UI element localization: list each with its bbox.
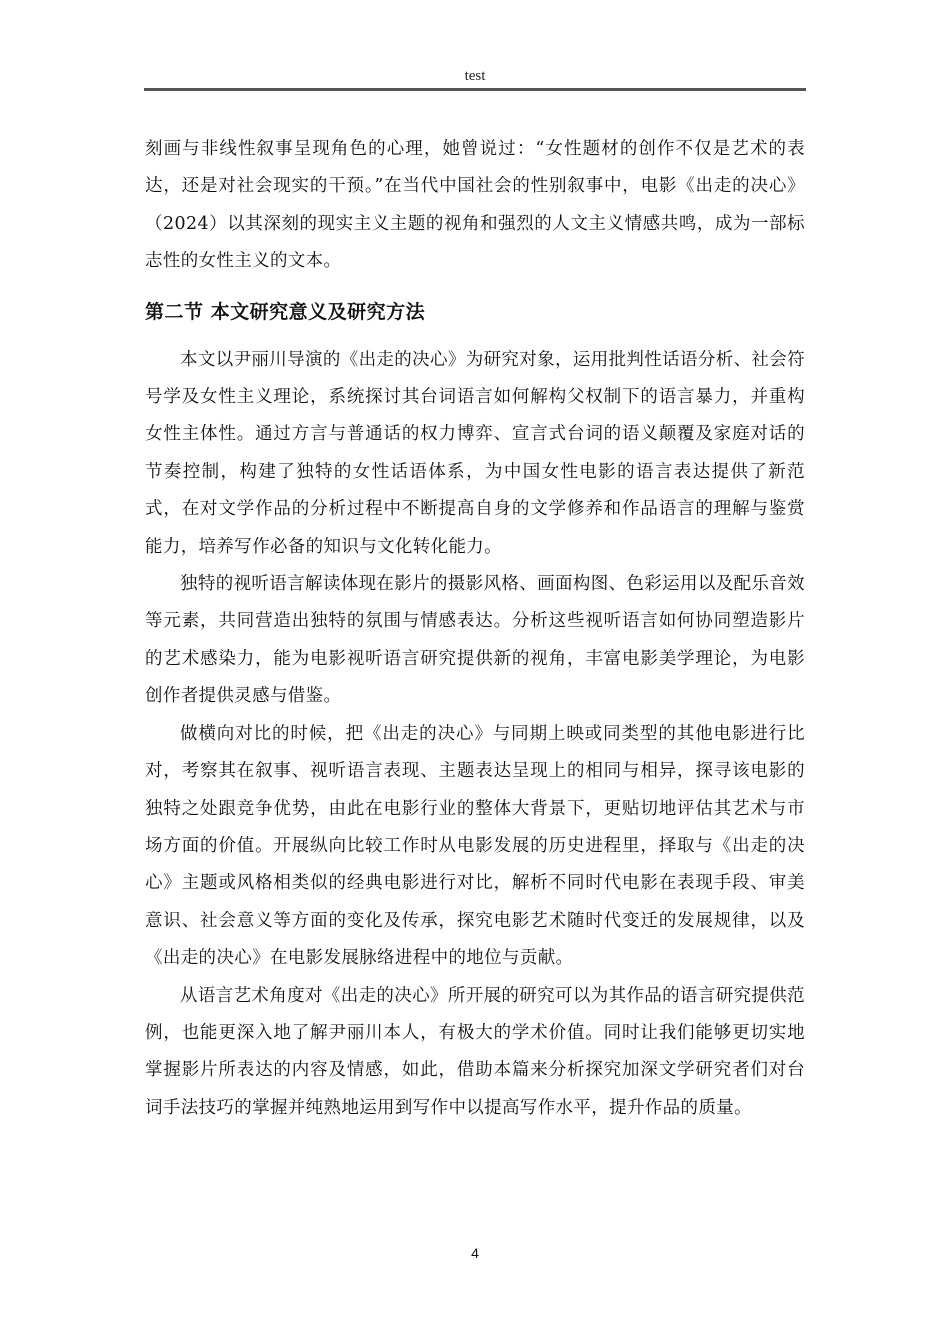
paragraph-audiovisual-language: 独特的视听语言解读体现在影片的摄影风格、画面构图、色彩运用以及配乐音效等元素，共同营造出独特的氛围与情感表达。分析这些视听语言如何协同塑造影片的艺术感染力，能为电影视听语言研究提供新的视角，丰富电影美学理论，为电影创作者提供灵感与借鉴。 (145, 574, 805, 707)
document-body (145, 131, 805, 1127)
page-header-title: test (464, 68, 486, 84)
paragraph-continued: 刻画与非线性叙事呈现角色的心理，她曾说过：“女性题材的创作不仅是艺术的表达，还是对社会现实的干预。”在当代中国社会的性别叙事中，电影《出走的决心》（2024）以其深刻的现实主义主题的视角和强烈的人文主义情感共鸣，成为一部标志性的女性主义的文本。 (145, 139, 805, 272)
paragraph-language-art: 从语言艺术角度对《出走的决心》所开展的研究可以为其作品的语言研究提供范例，也能更深入地了解尹丽川本人，有极大的学术价值。同时让我们能够更切实地掌握影片所表达的内容及情感，如此，借助本篇来分析探究加深文学研究者们对台词手法技巧的掌握并纯熟地运用到写作中以提高写作水平，提升作品的质量。 (145, 985, 805, 1118)
paragraph-comparison: 做横向对比的时候，把《出走的决心》与同期上映或同类型的其他电影进行比对，考察其在叙事、视听语言表现、主题表达呈现上的相同与相异，探寻该电影的独特之处跟竞争优势，由此在电影行业的整体大背景下，更贴切地评估其艺术与市场方面的价值。开展纵向比较工作时从电影发展的历史进程里，择取与《出走的决心》主题或风格相类似的经典电影进行对比，解析不同时代电影在表现手段、审美意识、社会意义等方面的变化及传承，探究电影艺术随时代变迁的发展规律，以及《出走的决心》在电影发展脉络进程中的地位与贡献。 (145, 723, 805, 969)
page-number: 4 (471, 1245, 479, 1261)
paragraph-research-object: 本文以尹丽川导演的《出走的决心》为研究对象，运用批判性话语分析、社会符号学及女性主义理论，系统探讨其台词语言如何解构父权制下的语言暴力，并重构女性主体性。通过方言与普通话的权力博弈、宣言式台词的语义颠覆及家庭对话的节奏控制，构建了独特的女性话语体系，为中国女性电影的语言表达提供了新范式，在对文学作品的分析过程中不断提高自身的文学修养和作品语言的理解与鉴赏能力，培养写作必备的知识与文化转化能力。 (145, 349, 805, 557)
section-heading: 第二节 本文研究意义及研究方法 (145, 300, 426, 323)
header-divider (144, 88, 806, 91)
